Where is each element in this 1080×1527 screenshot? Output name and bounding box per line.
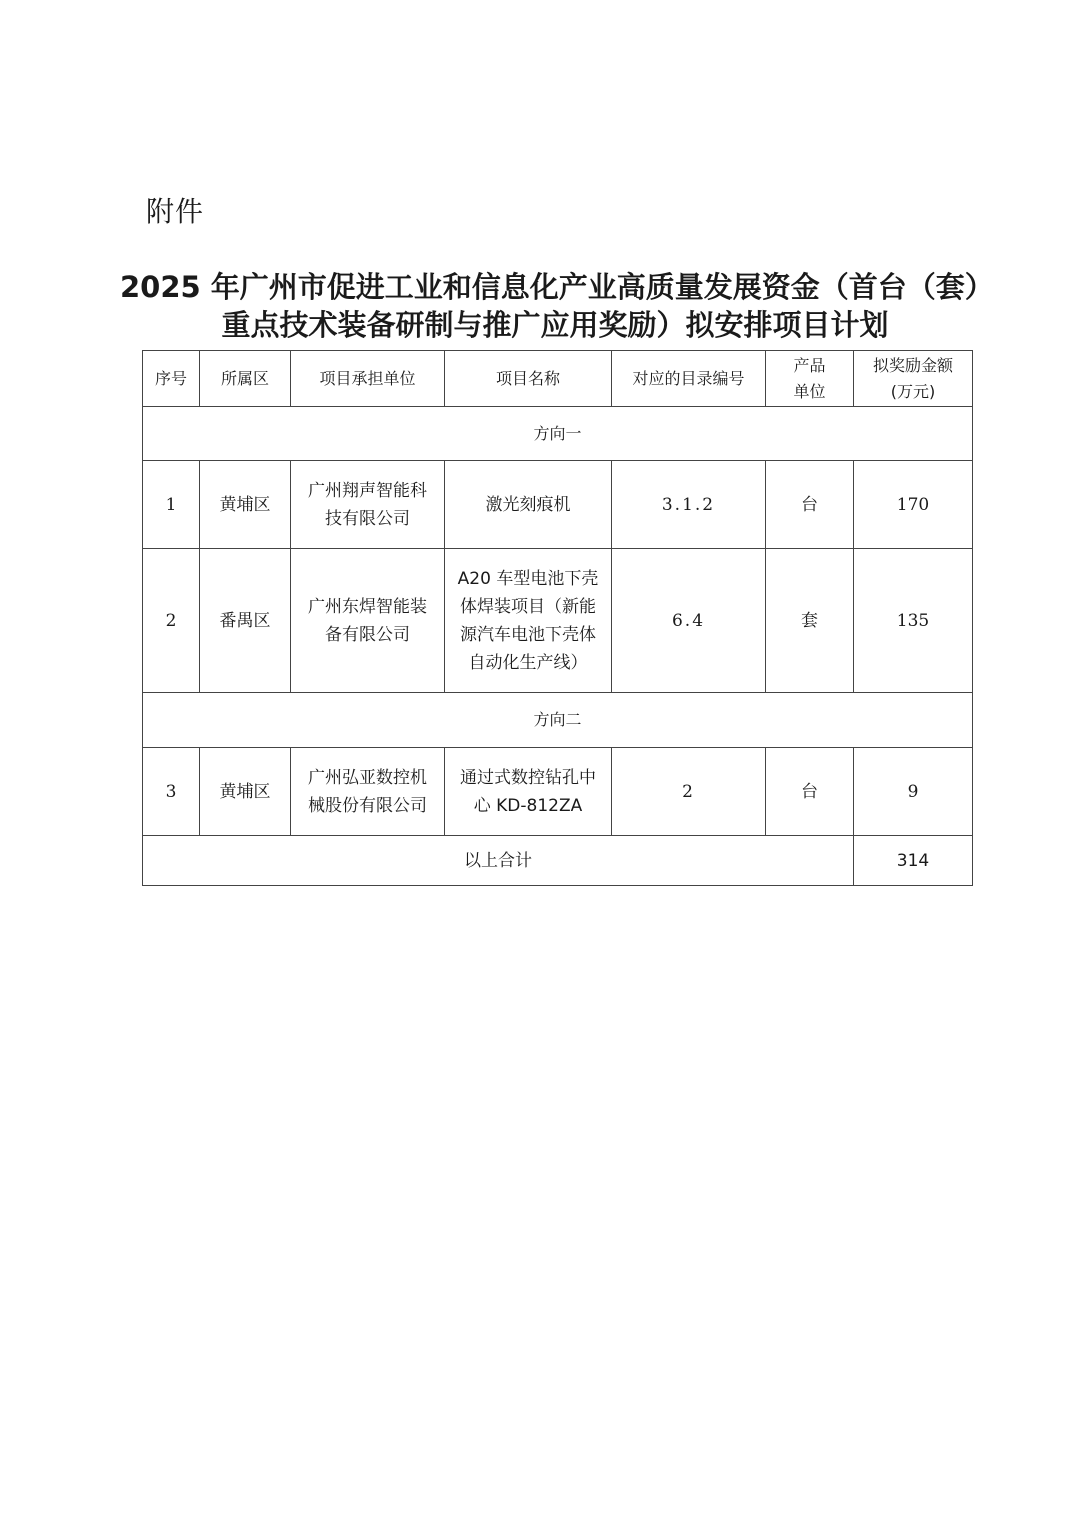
header-product-unit-line1: 产品 xyxy=(793,355,826,375)
row-catalog: 3.1.2 xyxy=(612,461,766,549)
row-project-line1: A20 车型电池下壳 xyxy=(457,568,599,589)
row-company-line1: 广州翔声智能科 xyxy=(308,480,427,501)
document-title-line1: 2025 年广州市促进工业和信息化产业高质量发展资金（首台（套） xyxy=(120,270,994,304)
row-project-line1: 通过式数控钻孔中 xyxy=(460,767,596,788)
header-project: 项目名称 xyxy=(445,351,612,407)
row-district: 番禺区 xyxy=(200,549,291,693)
row-district: 黄埔区 xyxy=(200,461,291,549)
row-seq: 1 xyxy=(143,461,200,549)
row-company xyxy=(291,461,445,549)
row-company-line2: 备有限公司 xyxy=(325,624,410,645)
row-catalog: 6.4 xyxy=(612,549,766,693)
table-row xyxy=(143,549,973,693)
header-product-unit xyxy=(766,351,854,407)
header-product-unit-line2: 单位 xyxy=(793,381,826,401)
row-unit: 套 xyxy=(766,549,854,693)
row-award: 135 xyxy=(854,549,973,693)
row-unit: 台 xyxy=(766,461,854,549)
document-title-line2: 重点技术装备研制与推广应用奖励）拟安排项目计划 xyxy=(221,308,889,342)
row-award: 170 xyxy=(854,461,973,549)
row-project xyxy=(445,549,612,693)
row-project xyxy=(445,748,612,836)
row-unit: 台 xyxy=(766,748,854,836)
row-district: 黄埔区 xyxy=(200,748,291,836)
row-company xyxy=(291,549,445,693)
header-catalog: 对应的目录编号 xyxy=(612,351,766,407)
total-label: 以上合计 xyxy=(143,836,854,886)
row-project: 激光刻痕机 xyxy=(445,461,612,549)
header-company: 项目承担单位 xyxy=(291,351,445,407)
row-project-line2: 体焊装项目（新能 xyxy=(460,596,596,617)
table-row xyxy=(143,748,973,836)
row-company-line1: 广州东焊智能装 xyxy=(308,596,427,617)
row-project-line4: 自动化生产线） xyxy=(468,652,588,673)
header-award-line2: (万元) xyxy=(890,381,936,401)
header-seq: 序号 xyxy=(143,351,200,407)
total-row xyxy=(143,836,973,886)
header-award-line1: 拟奖励金额 xyxy=(872,355,953,375)
row-company xyxy=(291,748,445,836)
total-value: 314 xyxy=(854,836,973,886)
header-district: 所属区 xyxy=(200,351,291,407)
row-seq: 2 xyxy=(143,549,200,693)
section-row xyxy=(143,407,973,461)
attachment-label: 附件 xyxy=(146,195,205,228)
row-award: 9 xyxy=(854,748,973,836)
section-label: 方向二 xyxy=(143,693,973,748)
row-company-line2: 械股份有限公司 xyxy=(308,795,427,816)
table-header-row xyxy=(143,351,973,407)
row-catalog: 2 xyxy=(612,748,766,836)
row-project-line3: 源汽车电池下壳体 xyxy=(460,624,596,645)
row-project-line2: 心 KD-812ZA xyxy=(473,795,583,816)
section-row xyxy=(143,693,973,748)
row-company-line1: 广州弘亚数控机 xyxy=(308,767,427,788)
row-seq: 3 xyxy=(143,748,200,836)
section-label: 方向一 xyxy=(143,407,973,461)
header-award xyxy=(854,351,973,407)
project-plan-table xyxy=(142,350,973,886)
table-row xyxy=(143,461,973,549)
row-company-line2: 技有限公司 xyxy=(325,508,410,529)
